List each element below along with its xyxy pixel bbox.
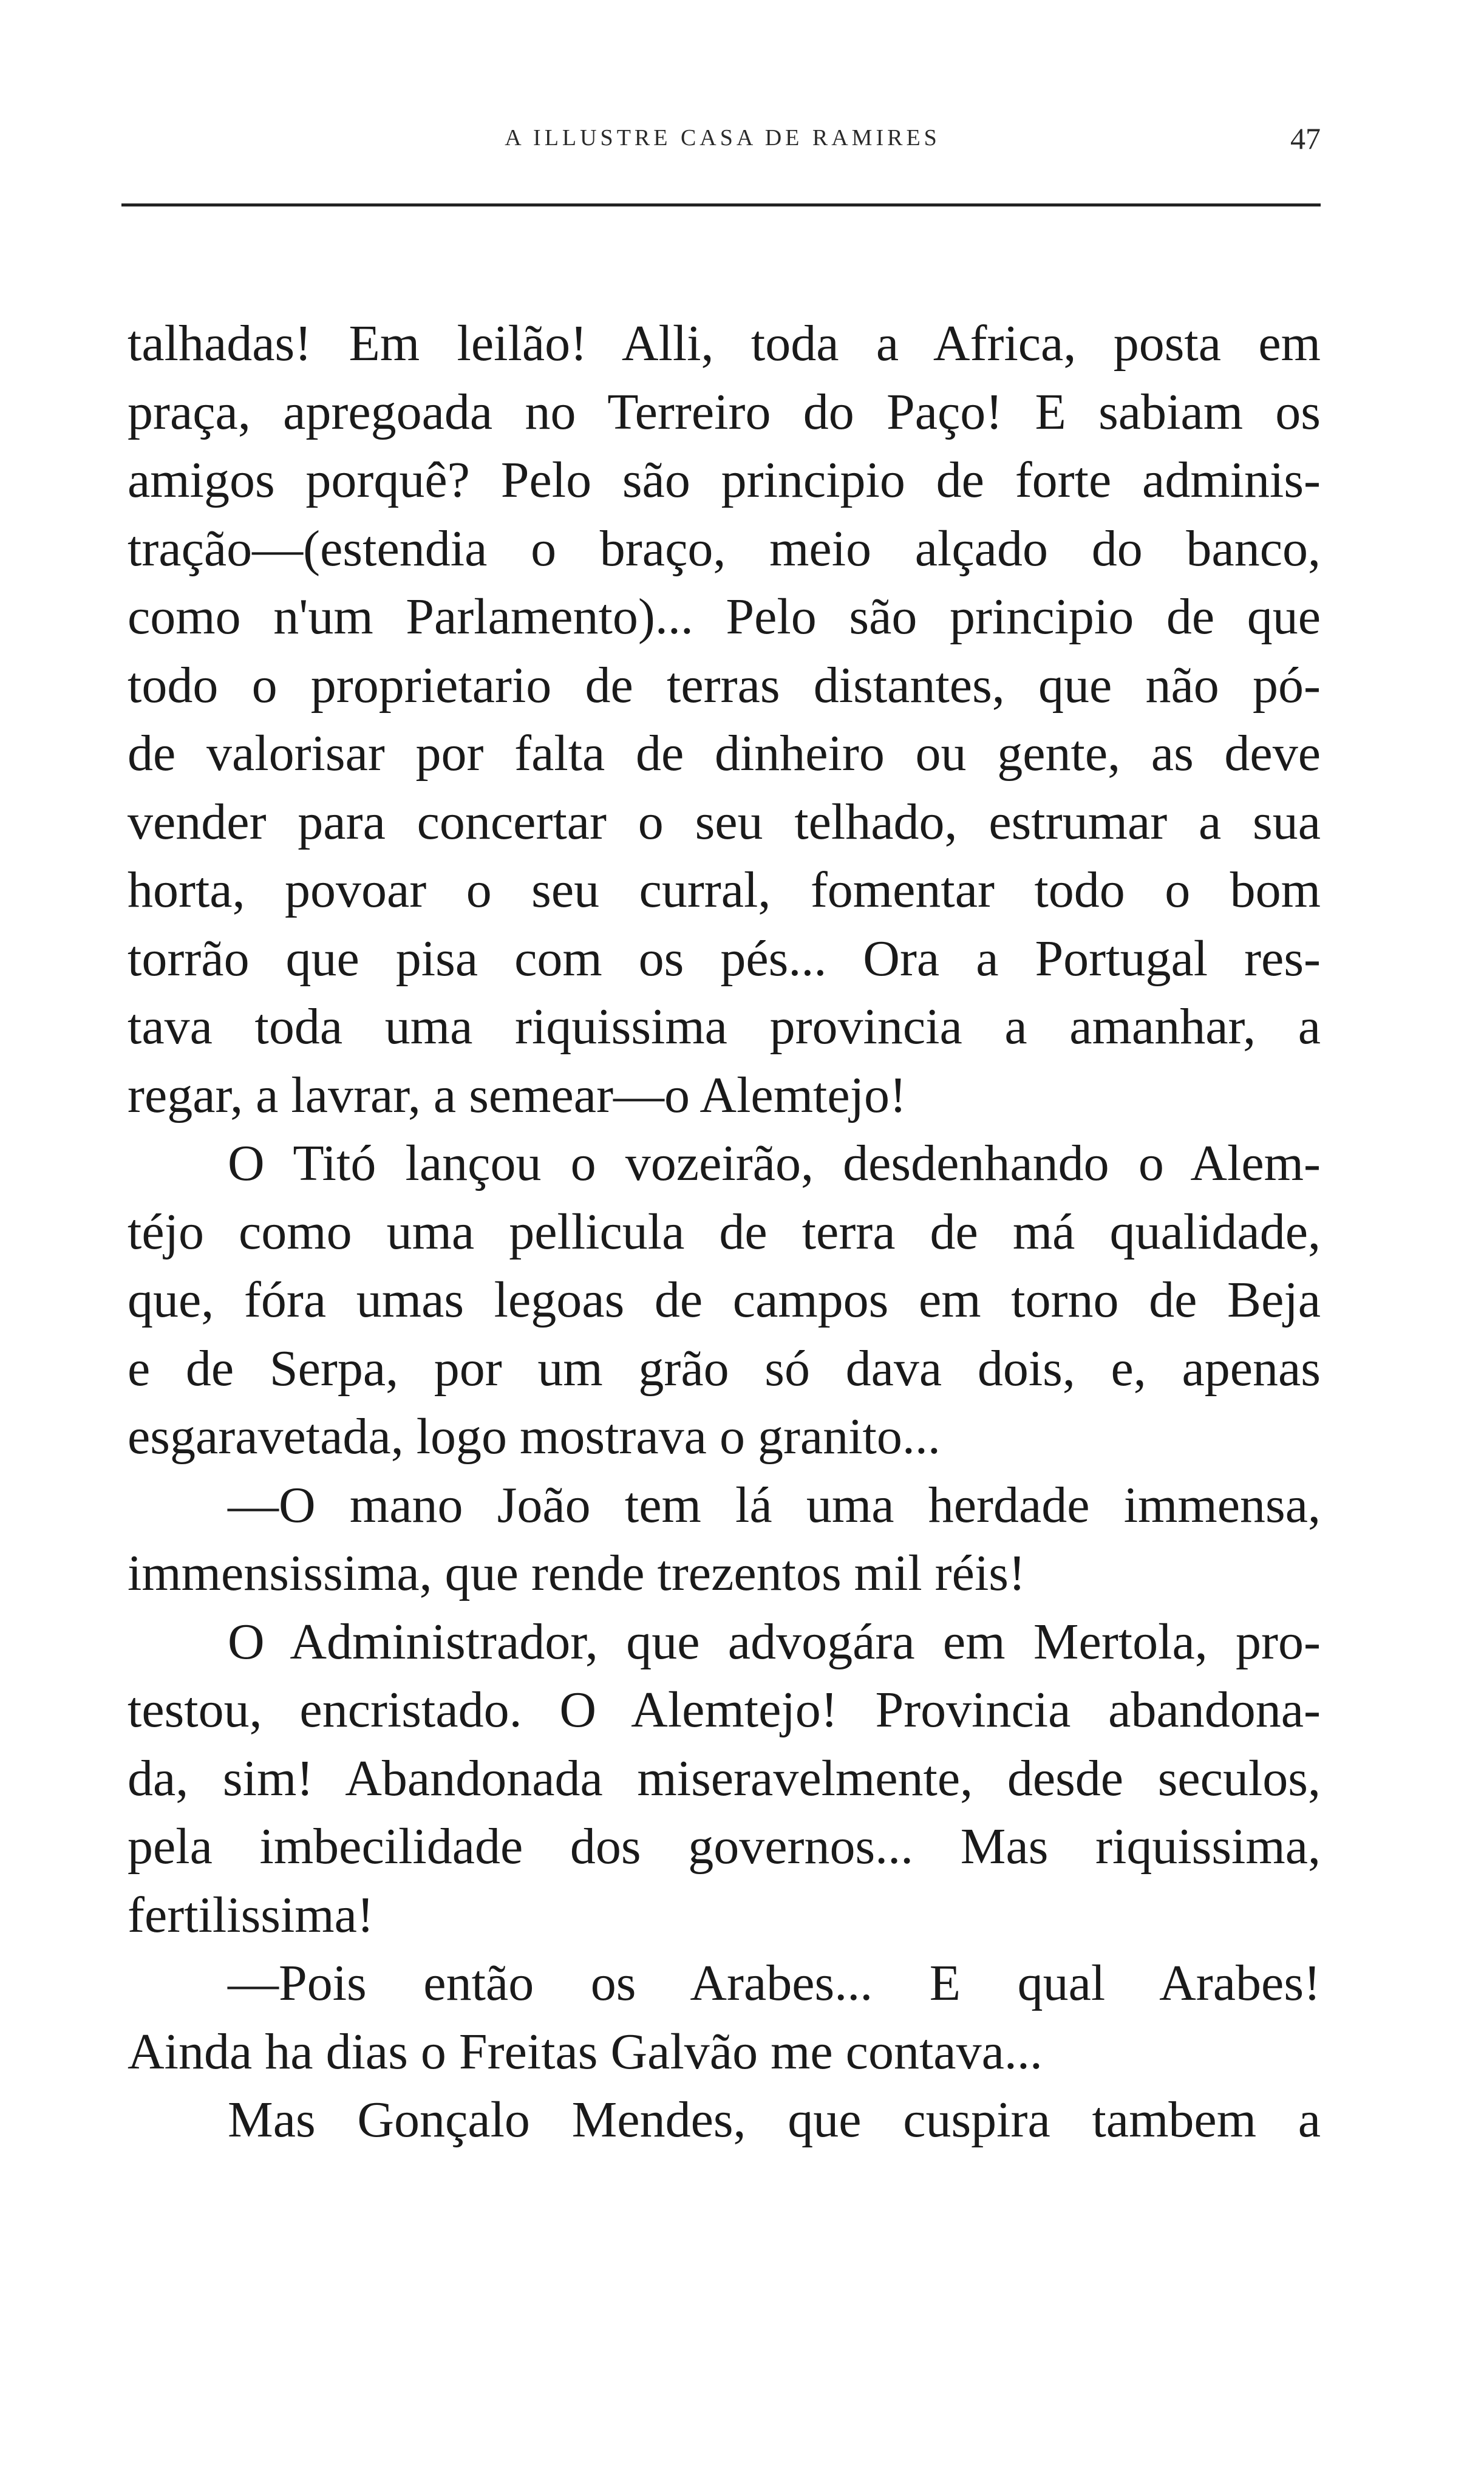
text-line: torrão que pisa com os pés... Ora a Portugal res- xyxy=(128,930,1321,987)
text-line: tava toda uma riquissima provincia a amanhar, a xyxy=(128,998,1321,1055)
text-line: que, fóra umas legoas de campos em torno de Beja xyxy=(128,1272,1321,1328)
text-line: vender para concertar o seu telhado, estrumar a sua xyxy=(128,793,1321,850)
text-line: amigos porquê? Pelo são principio de forte adminis- xyxy=(128,452,1321,508)
header-rule xyxy=(121,203,1321,206)
text-line: —Pois então os Arabes... E qual Arabes! xyxy=(228,1955,1321,2011)
text-line: immensissima, que rende trezentos mil réis! xyxy=(128,1545,1026,1601)
text-line: praça, apregoada no Terreiro do Paço! E sabiam os xyxy=(128,383,1321,440)
text-line: téjo como uma pellicula de terra de má qualidade, xyxy=(128,1203,1321,1260)
text-line: todo o proprietario de terras distantes, que não pó- xyxy=(128,656,1321,714)
text-line: como n'um Parlamento)... Pelo são principio de que xyxy=(128,588,1321,645)
text-line: Ainda ha dias o Freitas Galvão me contava... xyxy=(128,2023,1043,2080)
text-line: da, sim! Abandonada miseravelmente, desde seculos, xyxy=(128,1750,1321,1807)
text-line: horta, povoar o seu curral, fomentar todo o bom xyxy=(128,862,1321,918)
text-line: Mas Gonçalo Mendes, que cuspira tambem a xyxy=(228,2092,1321,2148)
running-title: A ILLUSTRE CASA DE RAMIRES xyxy=(505,125,941,151)
text-line: O Titó lançou o vozeirão, desdenhando o Alem- xyxy=(228,1135,1321,1192)
text-line: esgaravetada, logo mostrava o granito... xyxy=(128,1408,941,1465)
text-line: talhadas! Em leilão! Alli, toda a Africa, posta em xyxy=(128,315,1321,372)
text-line: tração—(estendia o braço, meio alçado do banco, xyxy=(128,520,1321,577)
body-text xyxy=(128,310,1321,2155)
text-line: testou, encristado. O Alemtejo! Provincia abandona- xyxy=(128,1682,1321,1738)
text-line: fertilissima! xyxy=(128,1886,374,1943)
text-line: regar, a lavrar, a semear—o Alemtejo! xyxy=(128,1066,907,1123)
page-number: 47 xyxy=(1290,121,1321,155)
text-line: e de Serpa, por um grão só dava dois, e, apenas xyxy=(128,1340,1321,1397)
text-line: —O mano João tem lá uma herdade immensa, xyxy=(228,1476,1321,1533)
text-line: pela imbecilidade dos governos... Mas riquissima, xyxy=(128,1818,1321,1875)
text-line: de valorisar por falta de dinheiro ou gente, as deve xyxy=(128,725,1321,782)
text-line: O Administrador, que advogára em Mertola, pro- xyxy=(228,1613,1321,1670)
running-head xyxy=(124,121,1321,161)
